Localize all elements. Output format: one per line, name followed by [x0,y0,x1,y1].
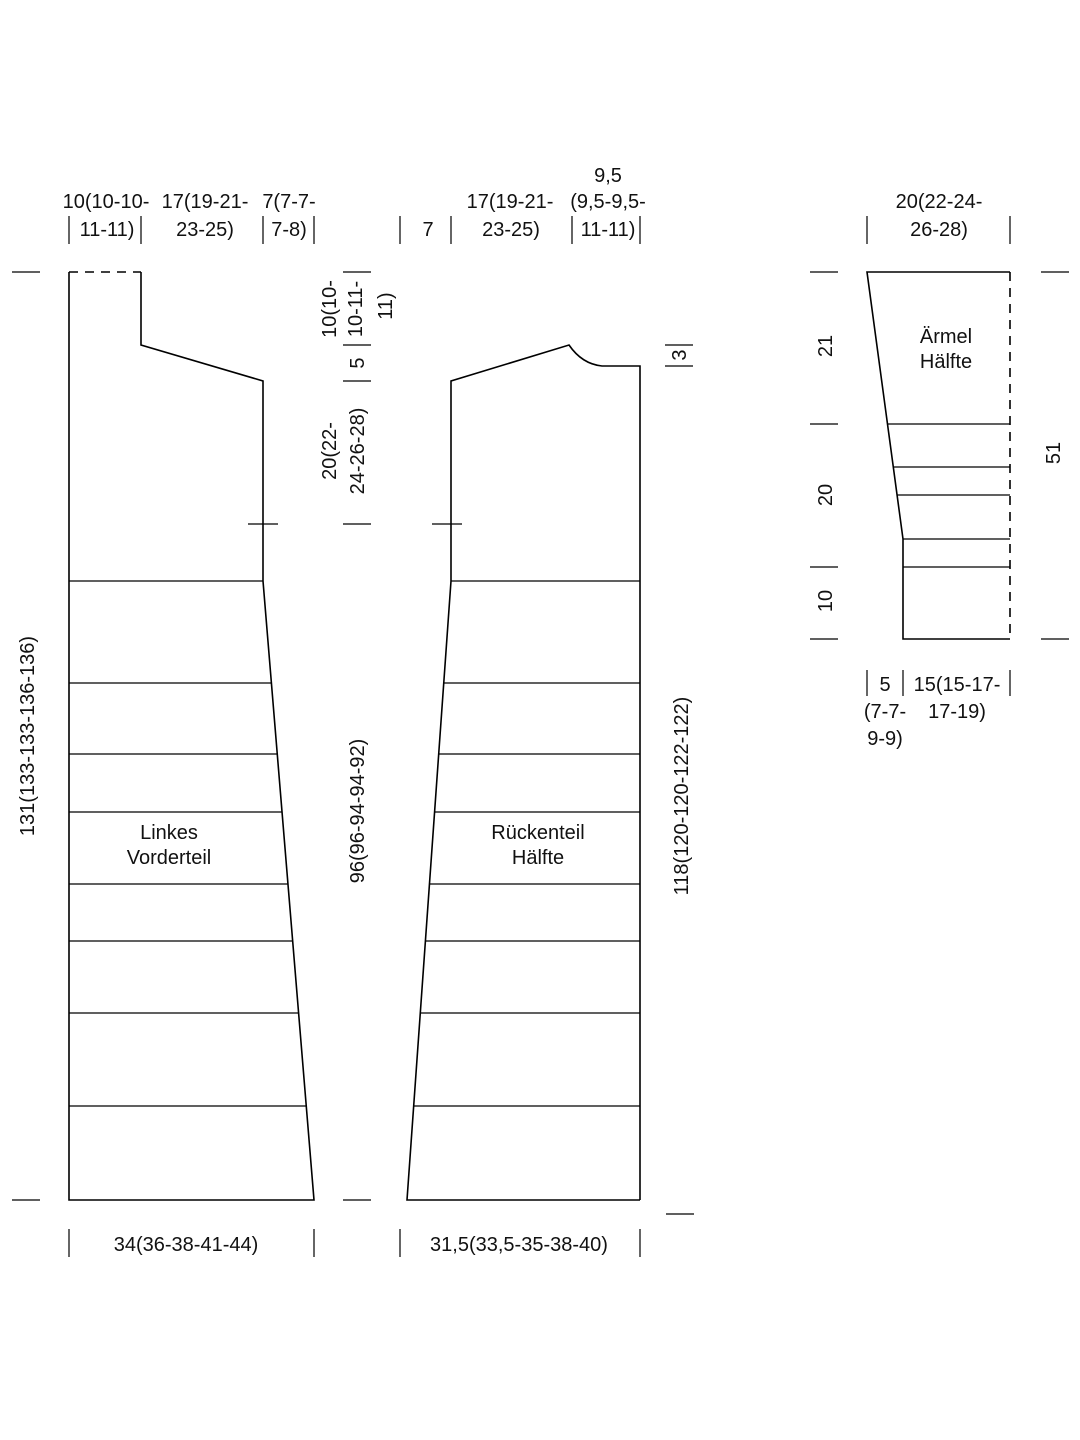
front-edge-width-line1: 7(7-7- [262,191,316,213]
back-piece-label-line2: Hälfte [511,847,565,869]
sleeve-bottom-right-line1: 15(15-17- [913,674,1001,696]
sleeve-label-line1: Ärmel [919,326,973,348]
sleeve-bottom-dimensions [864,670,1010,750]
front-armhole-height-line1: 20(22- [319,422,341,480]
front-shoulder-width-line2: 23-25) [176,219,234,241]
front-side-dimensions [319,272,397,1200]
front-upper-height-line2: 10-11- [345,280,367,338]
sleeve-total-length-label: 51 [1043,441,1065,465]
back-neck-width-line3: 11-11) [580,219,636,241]
sleeve-top-dimension [867,191,1010,244]
left-front-outline [69,272,314,1200]
back-side-dimensions [665,345,694,1214]
front-upper-height-line1: 10(10- [319,280,341,338]
back-top-dimensions [400,165,646,244]
sleeve-top-width-line2: 26-28) [910,219,968,241]
front-slope-height: 5 [347,357,369,369]
front-upper-height-line3: 11) [375,292,397,320]
sleeve-height-dimensions [810,272,838,639]
front-neck-width-line2: 11-11) [79,219,135,241]
back-edge-width: 7 [422,219,434,241]
sleeve-half-piece [867,272,1010,639]
back-neck-drop: 3 [669,349,691,361]
front-armhole-height-line2: 24-26-28) [347,407,369,495]
front-top-dimensions [63,191,316,244]
sleeve-bottom-left-line3: 9-9) [867,728,903,750]
front-edge-width-line2: 7-8) [271,219,307,241]
sleeve-bottom-left-line2: (7-7- [863,701,907,723]
sleeve-stripes [888,424,1011,567]
sleeve-bottom-left-line1: 5 [879,674,891,696]
front-bottom-dimension [69,1229,314,1257]
front-total-length [12,272,40,1200]
back-total-length: 118(120-120-122-122) [671,696,693,896]
sleeve-label-line2: Hälfte [919,351,973,373]
sleeve-height-upper: 21 [815,334,837,358]
front-piece-label-line2: Vorderteil [126,847,212,869]
front-shoulder-width-line1: 17(19-21- [161,191,249,213]
back-neck-width-line1: 9,5 [594,165,622,187]
front-total-length-label: 131(133-133-136-136) [17,635,39,837]
front-neck-width-line1: 10(10-10- [62,191,150,213]
back-bottom-dimension [400,1229,640,1257]
back-piece-label-line1: Rückenteil [491,822,585,844]
back-neck-width-line2: (9,5-9,5- [570,191,646,213]
back-shoulder-width-line2: 23-25) [482,219,540,241]
back-half-piece [407,345,640,1200]
front-body-height: 96(96-94-94-92) [347,738,369,884]
sleeve-total-length [1041,272,1069,639]
sleeve-height-lower: 10 [815,589,837,613]
back-shoulder-width-line1: 17(19-21- [466,191,554,213]
left-front-piece [69,272,314,1200]
front-bottom-width: 34(36-38-41-44) [113,1234,259,1256]
sleeve-top-width-line1: 20(22-24- [895,191,983,213]
sleeve-height-middle: 20 [815,483,837,507]
front-piece-label-line1: Linkes [140,822,198,844]
sleeve-bottom-right-line2: 17-19) [928,701,986,723]
back-half-outline [407,345,640,1200]
back-bottom-width: 31,5(33,5-35-38-40) [430,1234,608,1256]
